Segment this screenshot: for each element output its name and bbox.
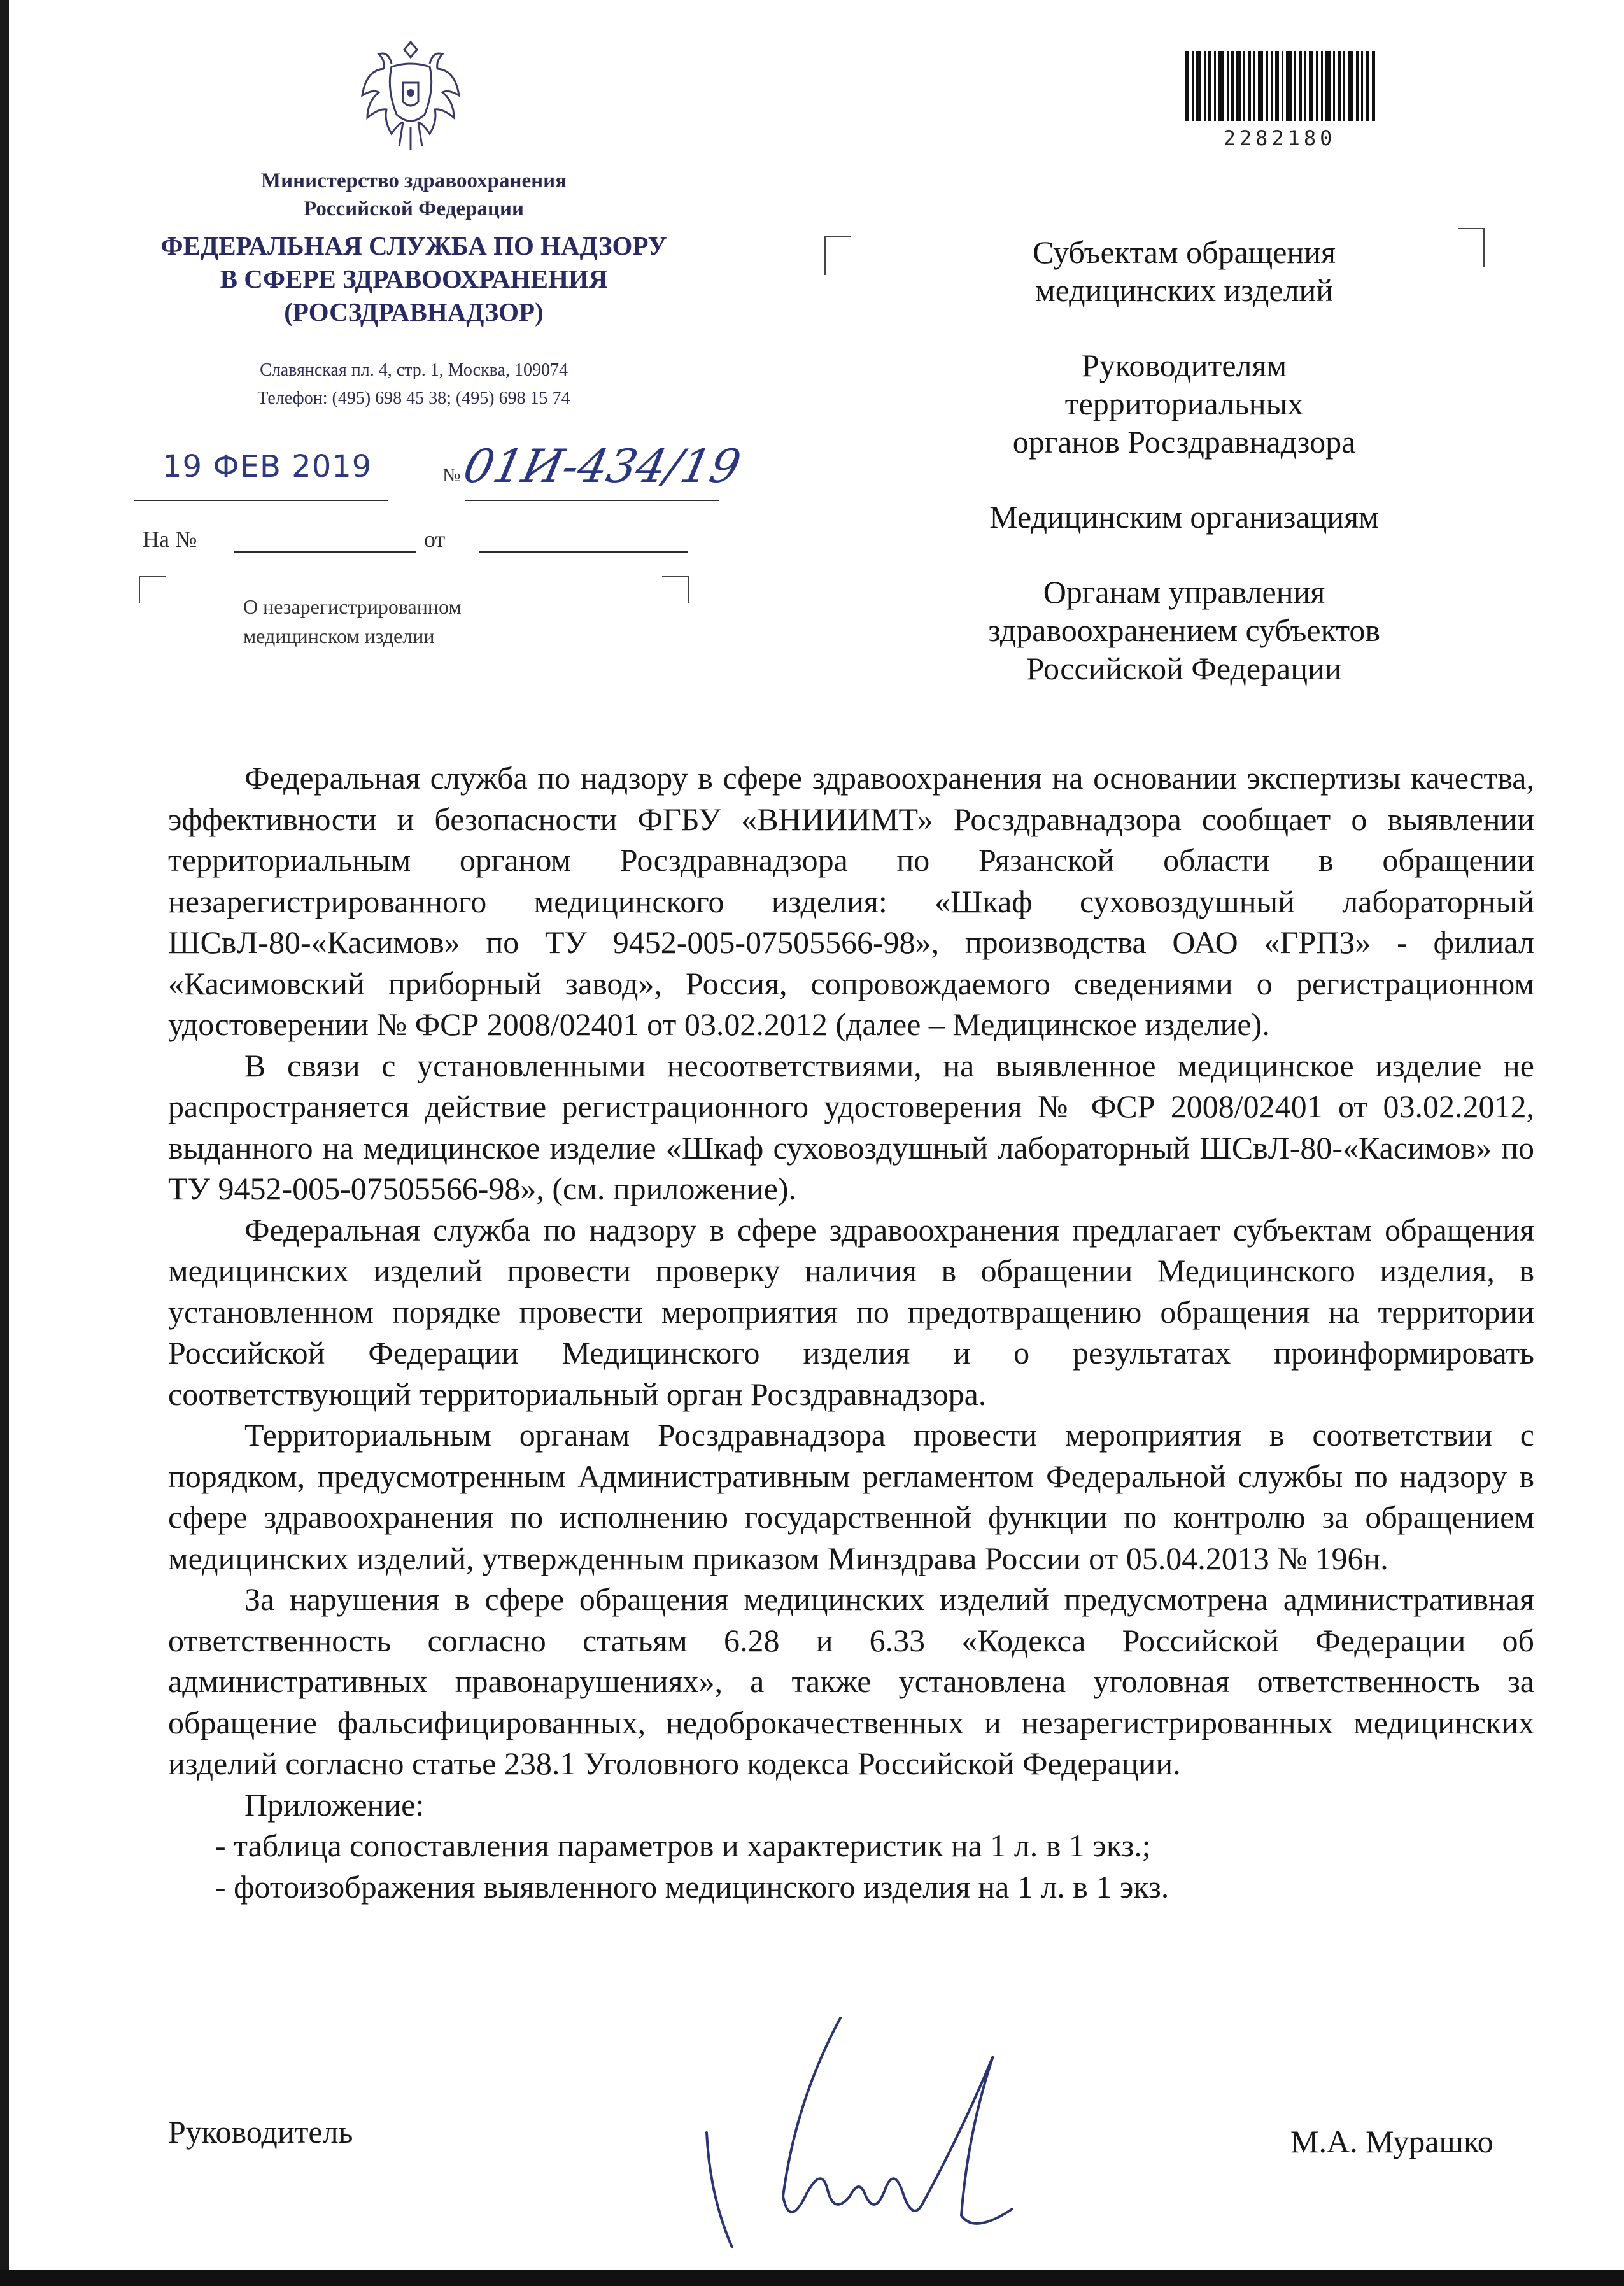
number-label: № — [442, 465, 461, 486]
addressee-line: Субъектам обращения — [1033, 234, 1336, 270]
phone-line: Телефон: (495) 698 45 38; (495) 698 15 74 — [257, 388, 570, 408]
service-name-line3: (РОСЗДРАВНАДЗОР) — [284, 297, 544, 327]
addressee-line: Органам управления — [1043, 574, 1325, 610]
body-paragraph: В связи с установленными несоответствиями, на выявленное медицинское изделие не распространяется действие регистрационного удостоверения № ФСР 2008/02401 от 03.02.2012, выданного на медицинское изделие «Шкаф суховоздушный лабораторный ШСвЛ-80-«Касимов» по ТУ 9452-005-07505566-98», (см. приложение). — [168, 1047, 1534, 1206]
addressee-group-4 — [929, 573, 1439, 688]
ministry-name-line2: Российской Федерации — [304, 197, 524, 220]
addressee-corner-right — [1458, 228, 1485, 267]
reply-to-label: На № — [143, 526, 197, 552]
addressee-line: Медицинским организациям — [989, 499, 1379, 535]
barcode-graphic — [1185, 51, 1376, 121]
subject-line1: О незарегистрированном — [243, 595, 462, 618]
body-paragraph: За нарушения в сфере обращения медицинских изделий предусмотрена административная ответственность согласно статьям 6.28 и 6.33 «Кодекса Российской Федерации об административных правонарушениях», а также установлена уголовная ответственность за обращение фальсифицированных, недоброкачественных и незарегистрированных медицинских изделий согласно статье 238.1 Уголовного кодекса Российской Федерации. — [168, 1581, 1534, 1781]
addressee-line: медицинских изделий — [1034, 272, 1334, 308]
service-name — [95, 229, 732, 328]
letter-subject — [243, 592, 462, 651]
attachment-item: - таблица сопоставления параметров и характеристик на 1 л. в 1 экз.; — [215, 1828, 1151, 1863]
addressee-line: территориальных — [1064, 386, 1304, 421]
postal-address — [95, 356, 732, 413]
body-paragraph: Территориальным органам Росздравнадзора провести мероприятия в соответствии с порядком, предусмотренным Административным регламентом Федеральной службы по надзору в сфере здравоохранения по исполнению государственной функции по контролю за обращением медицинских изделий, утвержденным приказом Минздрава России от 05.04.2013 № 196н. — [168, 1417, 1534, 1576]
service-name-line1: ФЕДЕРАЛЬНАЯ СЛУЖБА ПО НАДЗОРУ — [160, 231, 667, 260]
handwritten-signature — [694, 2005, 1025, 2254]
addressee-line: Руководителям — [1081, 348, 1287, 383]
handwritten-outgoing-number: 01И-434/19 — [459, 439, 745, 493]
reply-date-underline — [479, 551, 688, 553]
body-paragraph: Федеральная служба по надзору в сфере здравоохранения предлагает субъектам обращения медицинских изделий провести проверку наличия в обращении Медицинского изделия, в установленном порядке провести мероприятия по предотвращению обращения на территории Российской Федерации Медицинского изделия и о результатах проинформировать соответствующий территориальный орган Росздравнадзора. — [168, 1211, 1534, 1412]
subject-line2: медицинском изделии — [243, 624, 435, 647]
date-underline — [134, 500, 388, 501]
date-stamp: 19 ФЕВ 2019 — [162, 449, 372, 484]
service-name-line2: В СФЕРЕ ЗДРАВООХРАНЕНИЯ — [220, 264, 608, 293]
signer-name: М.А. Мурашко — [1290, 2124, 1493, 2159]
attachment-heading: Приложение: — [244, 1786, 425, 1823]
addressee-line: органов Росздравнадзора — [1012, 424, 1356, 460]
reply-number-underline — [234, 551, 416, 553]
addressee-group-3 — [929, 498, 1439, 536]
addressee-block — [929, 233, 1439, 724]
coat-of-arms-emblem — [353, 38, 468, 159]
ministry-name-line1: Министерство здравоохранения — [260, 169, 567, 192]
addressee-group-1 — [929, 233, 1439, 309]
scan-edge — [0, 0, 9, 2286]
address-line: Славянская пл. 4, стр. 1, Москва, 109074 — [260, 360, 568, 380]
from-label: от — [424, 526, 446, 552]
subject-corner-right — [662, 576, 689, 603]
barcode-number: 2282180 — [1223, 126, 1336, 150]
subject-corner-left — [139, 576, 166, 603]
organization-header — [95, 167, 732, 413]
scan-edge-bottom — [0, 2270, 1624, 2286]
signer-role: Руководитель — [168, 2114, 353, 2150]
letter-body — [168, 758, 1534, 1907]
body-paragraph: Федеральная служба по надзору в сфере здравоохранения на основании экспертизы качества, эффективности и безопасности ФГБУ «ВНИИИМТ» Росздравнадзора сообщает о выявлении территориальным органом Росздравнадзора по Рязанской области в обращении незарегистрированного медицинского изделия: «Шкаф суховоздушный лабораторный ШСвЛ-80-«Касимов» по ТУ 9452-005-07505566-98», производства ОАО «ГРПЗ» - филиал «Касимовский приборный завод», Россия, сопровождаемого сведениями о регистрационном удостоверении № ФСР 2008/02401 от 03.02.2012 (далее – Медицинское изделие). — [168, 760, 1534, 1042]
addressee-line: Российской Федерации — [1026, 651, 1342, 686]
attachment-item: - фотоизображения выявленного медицинского изделия на 1 л. в 1 экз. — [215, 1868, 1169, 1905]
addressee-line: здравоохранением субъектов — [987, 612, 1381, 648]
number-underline — [465, 500, 719, 501]
addressee-group-2 — [929, 346, 1439, 461]
addressee-corner-left — [824, 236, 851, 275]
